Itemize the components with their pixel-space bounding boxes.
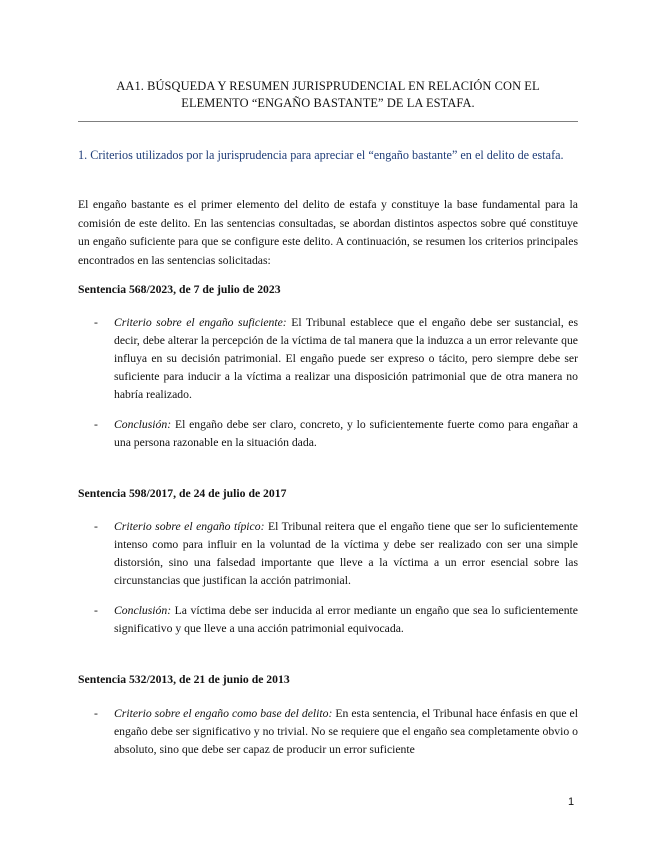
sentence-title-1: Sentencia 568/2023, de 7 de julio de 2023 [78, 283, 281, 296]
bullet-label: Conclusión: [114, 604, 172, 617]
bullet-body: El Tribunal establece que el engaño debe ser sustancial, es decir, debe alterar la percepción de la víctima de tal manera que la induzca a un error relevante que influya en su decisión patrimonial. El engaño puede ser expreso o tácito, pero siempre debe ser suficiente para inducir a la víctima a realizar una disposición patrimonial que de otra manera no habría realizado. [114, 316, 579, 402]
bullet-label: Criterio sobre el engaño suficiente: [114, 316, 287, 329]
bullet-body: La víctima debe ser inducida al error mediante un engaño que sea lo suficientemente significativo y que lleve a una acción patrimonial equivocada. [114, 604, 578, 636]
bullet-item [94, 518, 578, 590]
document-title [78, 78, 578, 112]
bullet-item [94, 416, 578, 452]
bullet-text [114, 416, 578, 452]
bullet-marker: - [94, 316, 98, 329]
section-heading-1: 1. Criterios utilizados por la jurisprudencia para apreciar el “engaño bastante” en el delito de estafa. [78, 148, 564, 162]
bullet-text [114, 602, 578, 638]
bullet-label: Criterio sobre el engaño como base del delito: [114, 707, 333, 720]
bullet-body: En esta sentencia, el Tribunal hace énfasis en que el engaño debe ser significativo y no trivial. No se requiere que el engaño sea completamente obvio o absoluto, sino que debe ser capaz de producir un error suficiente [114, 707, 578, 757]
title-divider [78, 121, 578, 122]
bullet-item [94, 314, 578, 404]
bullet-item [94, 705, 578, 759]
sentence-title-2: Sentencia 598/2017, de 24 de julio de 2017 [78, 487, 287, 500]
sentence-title-3: Sentencia 532/2013, de 21 de junio de 2013 [78, 673, 290, 686]
bullet-item [94, 602, 578, 638]
bullet-marker: - [94, 707, 98, 720]
bullet-label: Criterio sobre el engaño típico: [114, 520, 265, 533]
bullet-label: Conclusión: [114, 418, 172, 431]
bullet-marker: - [94, 520, 98, 533]
bullet-marker: - [94, 604, 98, 617]
bullet-body: El engaño debe ser claro, concreto, y lo suficientemente fuerte como para engañar a una persona razonable en la situación dada. [114, 418, 578, 450]
bullet-body: El Tribunal reitera que el engaño tiene que ser lo suficientemente intenso como para influir en la voluntad de la víctima y debe ser realizado con ser una simple distorsión, sino una falsedad importante que lleve a la víctima a un error esencial sobre las circunstancias que justifican la acción patrimonial. [114, 520, 578, 588]
title-line-1: AA1. BÚSQUEDA Y RESUMEN JURISPRUDENCIAL EN RELACIÓN CON EL [116, 79, 540, 93]
title-line-2: ELEMENTO “ENGAÑO BASTANTE” DE LA ESTAFA. [181, 96, 475, 110]
intro-paragraph: El engaño bastante es el primer elemento del delito de estafa y constituye la base fundamental para la comisión de este delito. En las sentencias consultadas, se abordan distintos aspectos sobre qué constituye un engaño suficiente para que se configure este delito. A continuación, se resumen los criterios principales encontrados en las sentencias solicitadas: [78, 198, 578, 267]
bullet-text [114, 518, 578, 590]
bullet-marker: - [94, 418, 98, 431]
bullet-text [114, 705, 578, 759]
page-number: 1 [568, 796, 575, 808]
bullet-text [114, 314, 578, 404]
